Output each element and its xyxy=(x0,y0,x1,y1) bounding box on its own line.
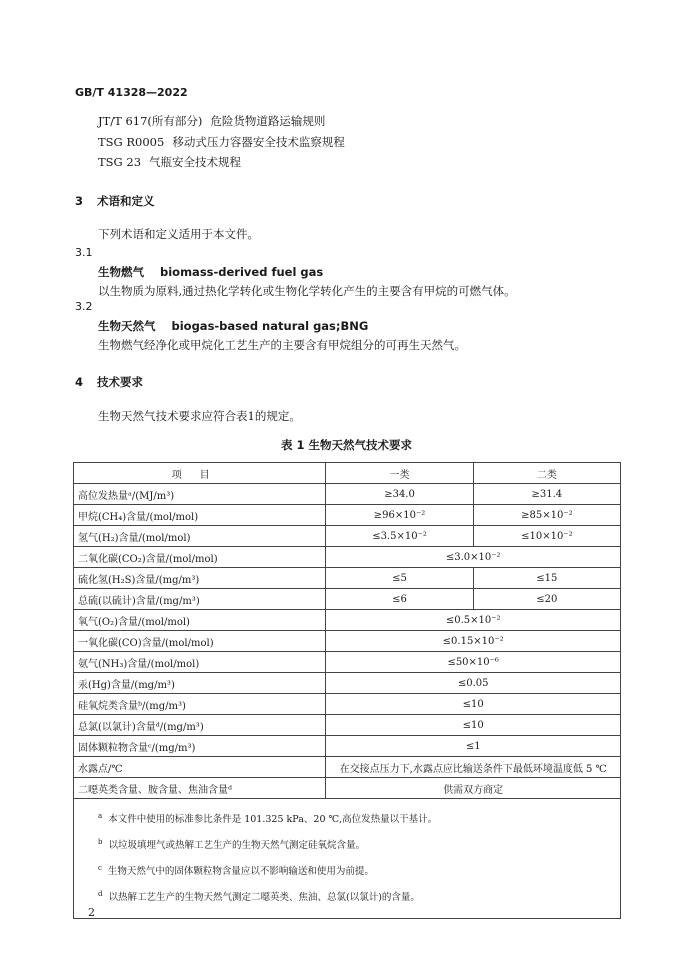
table-caption: 表 1 生物天然气技术要求 xyxy=(280,438,412,452)
note-mark: c xyxy=(98,864,102,873)
table-row xyxy=(74,484,621,505)
note-mark: a xyxy=(98,812,103,820)
value-merged: ≤0.15×10⁻² xyxy=(326,631,621,652)
term-zh: 生物燃气 xyxy=(98,265,144,279)
table-header-row xyxy=(74,463,621,484)
row-item: 硫化氢(H₂S)含量/(mg/m³) xyxy=(74,568,326,589)
value-class2: ≤15 xyxy=(473,568,620,589)
row-item: 二氧化碳(CO₂)含量/(mol/mol) xyxy=(74,547,326,568)
value-class2: ≤20 xyxy=(473,589,620,610)
row-item: 固体颗粒物含量ᶜ/(mg/m³) xyxy=(74,736,326,757)
reference-title: 危险货物道路运输规则 xyxy=(210,114,326,128)
table-row xyxy=(74,652,621,673)
reference-title: 移动式压力容器安全技术监察规程 xyxy=(172,135,345,149)
note-text: 以热解工艺生产的生物天然气测定二噁英类、焦油、总氯(以氯计)的含量。 xyxy=(108,892,420,904)
table-row xyxy=(74,505,621,526)
clause-number: 3.2 xyxy=(75,300,93,313)
value-class1: ≤3.5×10⁻² xyxy=(326,526,473,547)
table-row xyxy=(74,631,621,652)
table-notes-row xyxy=(74,799,621,919)
value-merged: 供需双方商定 xyxy=(326,778,621,799)
row-item: 总氯(以氯计)含量ᵈ/(mg/m³) xyxy=(74,715,326,736)
clause-number: 3.1 xyxy=(75,246,93,259)
term-en: biomass-derived fuel gas xyxy=(160,265,324,279)
term-en: biogas-based natural gas;BNG xyxy=(171,319,369,333)
reference-title: 气瓶安全技术规程 xyxy=(149,155,242,169)
section-heading xyxy=(75,193,155,209)
value-merged: ≤50×10⁻⁶ xyxy=(326,652,621,673)
table-row xyxy=(74,694,621,715)
table-row xyxy=(74,715,621,736)
note-mark: d xyxy=(98,890,103,899)
value-class2: ≥31.4 xyxy=(473,484,620,505)
note-mark: b xyxy=(98,838,103,847)
reference-code: JT/T 617(所有部分) xyxy=(98,114,203,128)
table-note xyxy=(98,831,612,857)
row-item: 一氧化碳(CO)含量/(mol/mol) xyxy=(74,631,326,652)
note-text: 本文件中使用的标准参比条件是 101.325 kPa、20 ℃,高位发热量以干基计。 xyxy=(108,814,438,826)
row-item: 二噁英类含量、胺含量、焦油含量ᵈ xyxy=(74,778,326,799)
spec-table xyxy=(73,462,621,919)
term-definition: 以生物质为原料,通过热化学转化或生物化学转化产生的主要含有甲烷的可燃气体。 xyxy=(98,284,516,298)
value-merged: ≤10 xyxy=(326,715,621,736)
value-class1: ≥96×10⁻² xyxy=(326,505,473,526)
value-merged: ≤3.0×10⁻² xyxy=(326,547,621,568)
section-title: 技术要求 xyxy=(97,375,143,389)
row-item: 总硫(以硫计)含量/(mg/m³) xyxy=(74,589,326,610)
term-definition: 生物燃气经净化或甲烷化工艺生产的主要含有甲烷组分的可再生天然气。 xyxy=(98,338,466,352)
row-item: 氧气(O₂)含量/(mol/mol) xyxy=(74,610,326,631)
row-item: 氢气(H₂)含量/(mol/mol) xyxy=(74,526,326,547)
note-text: 以垃圾填埋气或热解工艺生产的生物天然气测定硅氧烷含量。 xyxy=(108,840,365,852)
table-row xyxy=(74,778,621,799)
row-item: 水露点/℃ xyxy=(74,757,326,778)
note-text: 生物天然气中的固体颗粒物含量应以不影响输送和使用为前提。 xyxy=(107,866,374,878)
section-intro: 下列术语和定义适用于本文件。 xyxy=(98,227,259,241)
table-note xyxy=(98,857,612,883)
row-item: 甲烷(CH₄)含量/(mol/mol) xyxy=(74,505,326,526)
section-heading xyxy=(75,374,143,390)
value-merged: 在交接点压力下,水露点应比输送条件下最低环境温度低 5 ℃ xyxy=(326,757,621,778)
value-merged: ≤0.05 xyxy=(326,673,621,694)
term-zh: 生物天然气 xyxy=(98,319,156,333)
term-heading xyxy=(98,264,323,280)
table-notes xyxy=(74,799,621,919)
table-note xyxy=(98,883,612,909)
reference-item xyxy=(98,113,325,129)
value-class2: ≤10×10⁻² xyxy=(473,526,620,547)
page-number: 2 xyxy=(88,906,95,919)
value-class1: ≤6 xyxy=(326,589,473,610)
reference-item xyxy=(98,134,345,150)
section-number: 4 xyxy=(75,375,84,389)
table-row xyxy=(74,757,621,778)
value-class2: ≥85×10⁻² xyxy=(473,505,620,526)
table-row xyxy=(74,736,621,757)
reference-code: TSG R0005 xyxy=(98,135,165,149)
value-merged: ≤1 xyxy=(326,736,621,757)
row-item: 氨气(NH₃)含量/(mol/mol) xyxy=(74,652,326,673)
table-row xyxy=(74,547,621,568)
row-item: 高位发热量ᵃ/(MJ/m³) xyxy=(74,484,326,505)
column-header-class2: 二类 xyxy=(473,463,620,484)
value-merged: ≤0.5×10⁻² xyxy=(326,610,621,631)
table-row xyxy=(74,589,621,610)
reference-code: TSG 23 xyxy=(98,155,142,169)
section-number: 3 xyxy=(75,194,84,208)
table-row xyxy=(74,673,621,694)
value-class1: ≤5 xyxy=(326,568,473,589)
table-row xyxy=(74,526,621,547)
section-intro: 生物天然气技术要求应符合表1的规定。 xyxy=(98,409,301,423)
row-item: 汞(Hg)含量/(mg/m³) xyxy=(74,673,326,694)
column-header-item: 项目 xyxy=(74,463,326,484)
table-row xyxy=(74,568,621,589)
value-merged: ≤10 xyxy=(326,694,621,715)
term-heading xyxy=(98,318,368,334)
value-class1: ≥34.0 xyxy=(326,484,473,505)
table-note xyxy=(98,805,612,831)
table-row xyxy=(74,610,621,631)
reference-item xyxy=(98,154,241,170)
row-item: 硅氧烷类含量ᵇ/(mg/m³) xyxy=(74,694,326,715)
column-header-class1: 一类 xyxy=(326,463,473,484)
standard-number: GB/T 41328—2022 xyxy=(75,86,188,99)
section-title: 术语和定义 xyxy=(97,194,155,208)
